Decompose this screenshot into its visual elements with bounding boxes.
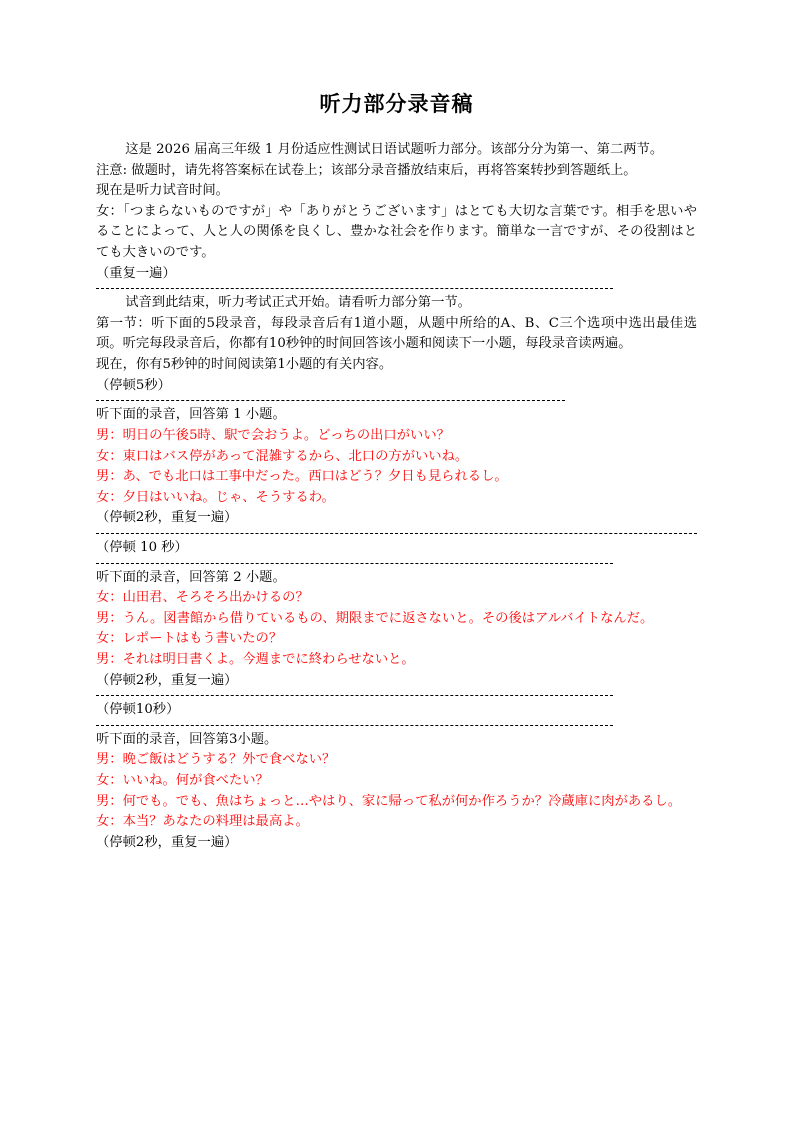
- question-2-line-4: 男：それは明日書くよ。今週までに終わらせないと。: [96, 652, 415, 668]
- divider-2: [96, 400, 565, 401]
- question-3-line-1: 男：晩ご飯はどうする？外で食べない？: [96, 752, 336, 768]
- question-2-line-1: 女：山田君、そろそろ出かけるの？: [96, 590, 309, 606]
- question-1-line-1: 男：明日の午後5時、駅で会おうよ。どっちの出口がいい？: [96, 427, 450, 443]
- paragraph-intro-2: 注意: 做题时，请先将答案标在试卷上；该部分录音播放结束后，再将答案转抄到答题纸上。: [96, 162, 637, 178]
- paragraph-intro-4: 女：「つまらないものですが」や「ありがとうございます」はとても大切な言葉です。相手を思いやることによって、人と人の関係を良くし、豊かな社会を作ります。簡単な一言ですが、その役割はとても大きいのです。: [96, 203, 697, 261]
- question-1-pause: （停顿 10 秒）: [96, 539, 188, 555]
- question-2-pause: （停顿10秒）: [96, 702, 180, 718]
- question-2-line-3: 女：レポートはもう書いたの？: [96, 631, 283, 647]
- paragraph-section1-instructions: 第一节：听下面的5段录音，每段录音后有1道小题，从题中所给的A、B、C三个选项中选出最佳选项。听完每段录音后，你都有10秒钟的时间回答该小题和阅读下一小题，每段录音读两遍。: [96, 315, 697, 352]
- document-body: [96, 140, 697, 854]
- question-2-repeat-note: （停顿2秒，重复一遍）: [96, 672, 238, 688]
- question-3-line-2: 女：いいね。何が食べたい？: [96, 773, 269, 789]
- question-1-line-3: 男：あ、でも北口は工事中だった。西口はどう？夕日も見られるし。: [96, 469, 508, 485]
- divider-3: [96, 533, 697, 534]
- page-title: 听力部分录音稿: [319, 91, 474, 116]
- question-3-heading: 听下面的录音，回答第3小题。: [96, 731, 278, 747]
- question-3-line-4: 女：本当？あなたの料理は最高よ。: [96, 814, 309, 830]
- divider-1: [96, 288, 613, 289]
- divider-5: [96, 695, 613, 696]
- paragraph-section1-reading-time: 现在，你有5秒钟的时间阅读第1小题的有关内容。: [96, 357, 393, 373]
- paragraph-intro-1: 这是 2026 届高三年级 1 月份适应性测试日语试题听力部分。该部分分为第一、第二两节。: [125, 142, 664, 157]
- question-1-heading: 听下面的录音，回答第 1 小题。: [96, 407, 286, 423]
- paragraph-section1-intro: 试音到此结束，听力考试正式开始。请看听力部分第一节。: [125, 295, 471, 311]
- paragraph-intro-3: 现在是听力试音时间。: [96, 183, 229, 199]
- paragraph-section1-pause: （停顿5秒）: [96, 377, 171, 393]
- question-1-repeat-note: （停顿2秒，重复一遍）: [96, 510, 238, 526]
- divider-6: [96, 725, 613, 726]
- question-1-line-4: 女：夕日はいいね。じゃ、そうするわ。: [96, 489, 335, 505]
- divider-4: [96, 563, 613, 564]
- question-2-heading: 听下面的录音，回答第 2 小题。: [96, 569, 286, 585]
- question-3-line-3: 男：何でも。でも、魚はちょっと…やはり、家に帰って私が何か作ろうか？冷蔵庫に肉があるし。: [96, 793, 682, 809]
- question-1-line-2: 女：東口はバス停があって混雑するから、北口の方がいいね。: [96, 448, 469, 464]
- question-2-line-2: 男：うん。図書館から借りているもの、期限までに返さないと。その後はアルバイトなんだ。: [96, 610, 654, 626]
- paragraph-intro-5: （重复一遍）: [96, 265, 176, 281]
- question-3-repeat-note: （停顿2秒，重复一遍）: [96, 834, 238, 850]
